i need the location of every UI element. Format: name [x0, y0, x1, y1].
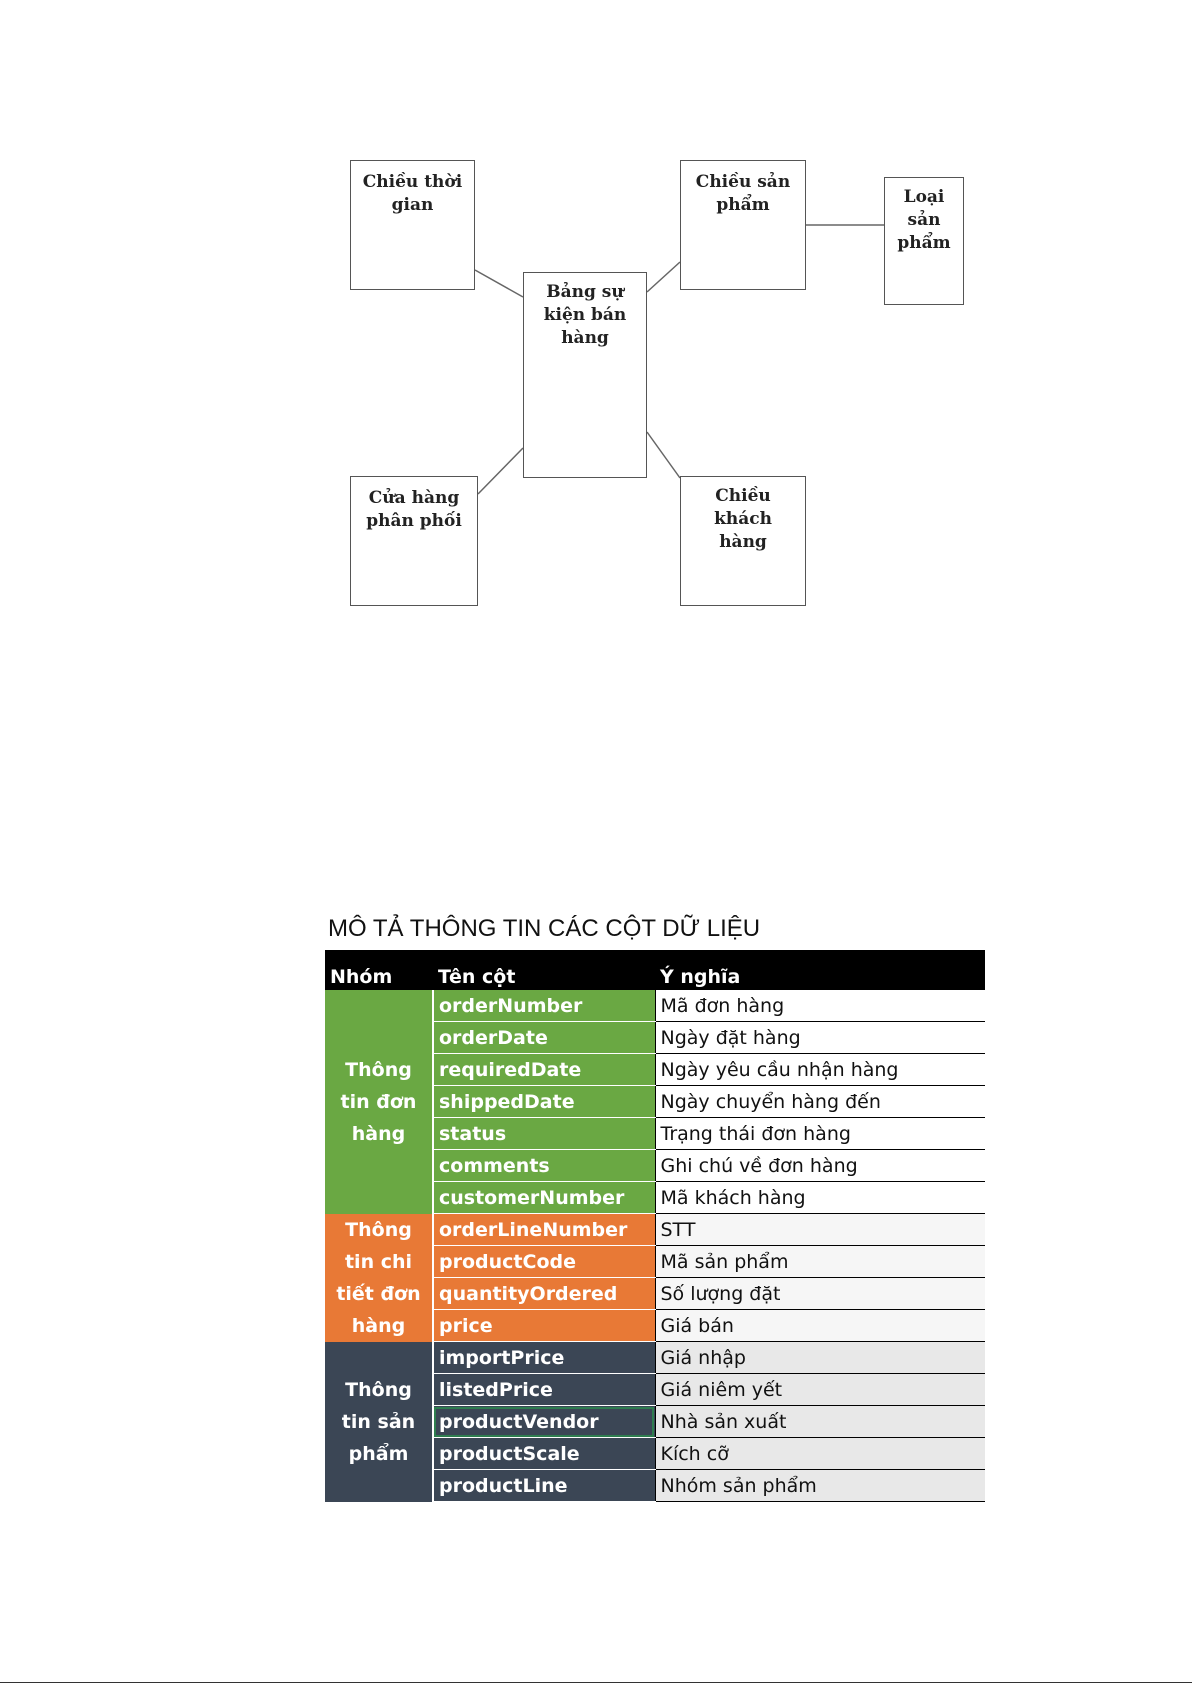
column-name-cell-selected[interactable]: productVendor: [433, 1406, 655, 1438]
connector-fact-customer: [647, 432, 680, 478]
table-row: [325, 1342, 985, 1374]
page-bottom-rule: [0, 1682, 1192, 1683]
table-header-row: [325, 950, 985, 990]
group-cell-order-detail: Thông tin chi tiết đơn hàng: [325, 1214, 433, 1342]
table-title: MÔ TẢ THÔNG TIN CÁC CỘT DỮ LIỆU: [328, 915, 761, 942]
table-row: [325, 1214, 985, 1246]
column-name-cell: comments: [433, 1150, 655, 1182]
header-group: Nhóm: [325, 950, 433, 990]
column-name-cell: orderNumber: [433, 990, 655, 1022]
column-name-cell: status: [433, 1118, 655, 1150]
connector-store-fact: [478, 448, 523, 494]
distribution-store-box: [350, 476, 478, 606]
meaning-cell: Nhà sản xuất: [655, 1406, 985, 1438]
meaning-cell: Ngày chuyển hàng đến: [655, 1086, 985, 1118]
column-name-cell: productLine: [433, 1470, 655, 1502]
meaning-cell: Mã đơn hàng: [655, 990, 985, 1022]
column-name-cell: orderDate: [433, 1022, 655, 1054]
header-meaning: Ý nghĩa: [655, 950, 985, 990]
customer-dimension-label: Chiều khách hàng: [714, 486, 772, 552]
meaning-cell: Nhóm sản phẩm: [655, 1470, 985, 1502]
header-column-name: Tên cột: [433, 950, 655, 990]
table-row: [325, 990, 985, 1022]
meaning-cell: Giá nhập: [655, 1342, 985, 1374]
group-cell-product-info: Thông tin sản phẩm: [325, 1342, 433, 1502]
column-name-cell: importPrice: [433, 1342, 655, 1374]
sales-fact-table-label: Bảng sự kiện bán hàng: [543, 282, 627, 348]
meaning-cell: Ghi chú về đơn hàng: [655, 1150, 985, 1182]
meaning-cell: Ngày đặt hàng: [655, 1022, 985, 1054]
meaning-cell: Kích cỡ: [655, 1438, 985, 1470]
column-name-cell: customerNumber: [433, 1182, 655, 1214]
column-name-cell: price: [433, 1310, 655, 1342]
column-name-cell: shippedDate: [433, 1086, 655, 1118]
column-name-cell: orderLineNumber: [433, 1214, 655, 1246]
column-description-table: [325, 950, 985, 1502]
column-name-cell: listedPrice: [433, 1374, 655, 1406]
product-dimension-box: [680, 160, 806, 290]
connector-time-fact: [475, 270, 523, 297]
meaning-cell: Giá bán: [655, 1310, 985, 1342]
meaning-cell: Trạng thái đơn hàng: [655, 1118, 985, 1150]
product-dimension-label: Chiều sản phẩm: [695, 172, 791, 215]
meaning-cell: Số lượng đặt: [655, 1278, 985, 1310]
column-name-cell: productScale: [433, 1438, 655, 1470]
connector-fact-product: [647, 262, 680, 292]
time-dimension-label: Chiều thời gian: [362, 172, 463, 215]
group-cell-order-info: Thông tin đơn hàng: [325, 990, 433, 1214]
meaning-cell: STT: [655, 1214, 985, 1246]
column-name-cell: requiredDate: [433, 1054, 655, 1086]
meaning-cell: Mã khách hàng: [655, 1182, 985, 1214]
column-name-cell: productCode: [433, 1246, 655, 1278]
meaning-cell: Giá niêm yết: [655, 1374, 985, 1406]
product-type-label: Loại sản phẩm: [897, 187, 951, 253]
meaning-cell: Mã sản phẩm: [655, 1246, 985, 1278]
time-dimension-box: [350, 160, 475, 290]
column-name-cell: quantityOrdered: [433, 1278, 655, 1310]
product-type-box: [884, 177, 964, 305]
customer-dimension-box: [680, 476, 806, 606]
sales-fact-table-box: [523, 272, 647, 478]
distribution-store-label: Cửa hàng phân phối: [366, 488, 462, 531]
meaning-cell: Ngày yêu cầu nhận hàng: [655, 1054, 985, 1086]
star-schema-diagram: [0, 0, 1192, 640]
